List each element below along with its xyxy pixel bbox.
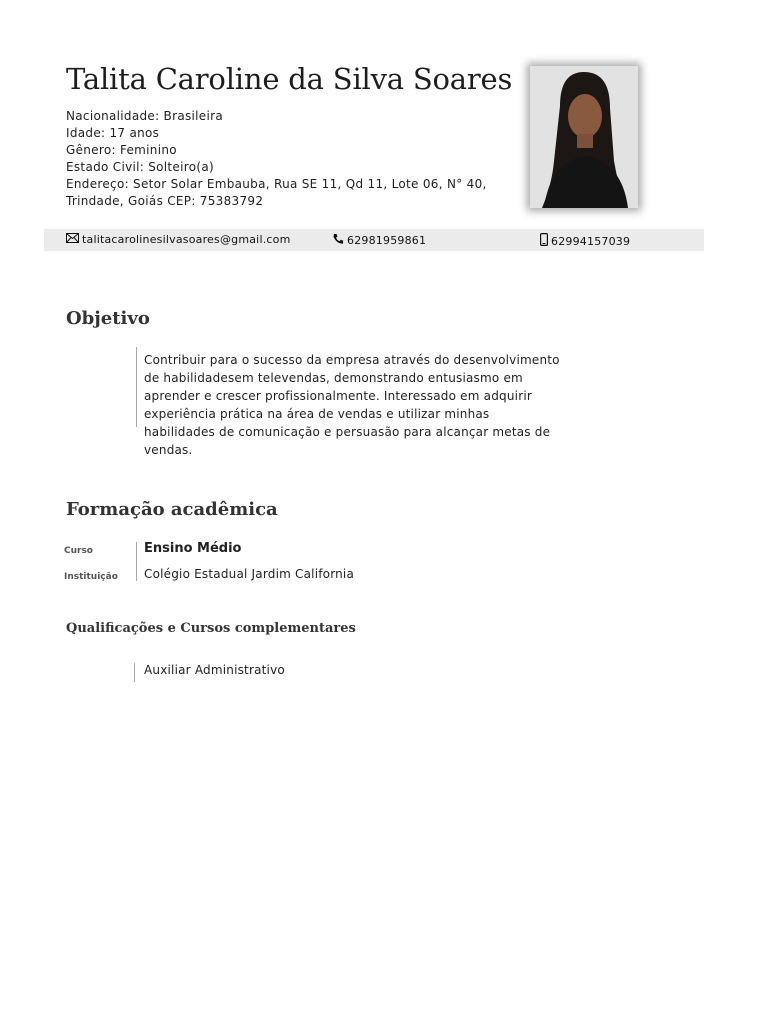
profile-photo <box>530 66 638 208</box>
address-line-2: Trindade, Goiás CEP: 75383792 <box>66 194 264 208</box>
contact-bar <box>44 229 704 251</box>
phone-text: 62981959861 <box>347 234 427 247</box>
course-name: Ensino Médio <box>144 541 242 556</box>
objective-title: Objetivo <box>66 308 150 329</box>
personal-info <box>66 108 487 210</box>
phone-contact[interactable] <box>332 233 426 248</box>
mobile-text: 62994157039 <box>551 234 631 248</box>
email-contact[interactable] <box>66 233 291 246</box>
marital-status: Estado Civil: Solteiro(a) <box>66 160 214 174</box>
course-label: Curso <box>64 546 93 556</box>
qualifications-divider <box>134 663 135 682</box>
phone-icon <box>332 233 344 248</box>
email-text: talitacarolinesilvasoares@gmail.com <box>82 233 291 246</box>
qualifications-title: Qualificações e Cursos complementares <box>66 621 356 636</box>
institution-name: Colégio Estadual Jardim California <box>144 567 355 581</box>
education-divider <box>136 542 137 581</box>
mobile-contact[interactable] <box>540 233 630 249</box>
education-title: Formação acadêmica <box>66 499 278 520</box>
institution-label: Instituição <box>64 572 118 582</box>
objective-divider <box>136 347 137 427</box>
profile-photo-illustration <box>530 66 638 208</box>
qualification-item: Auxiliar Administrativo <box>144 663 285 677</box>
address-line-1: Endereço: Setor Solar Embauba, Rua SE 11, Qd 11, Lote 06, N° 40, <box>66 177 487 191</box>
nationality: Nacionalidade: Brasileira <box>66 109 224 123</box>
envelope-icon <box>66 233 79 246</box>
candidate-name: Talita Caroline da Silva Soares <box>66 62 513 96</box>
age: Idade: 17 anos <box>66 126 160 140</box>
mobile-phone-icon <box>540 233 548 249</box>
gender: Gênero: Feminino <box>66 143 177 157</box>
objective-text: Contribuir para o sucesso da empresa através do desenvolvimento de habilidadesem televendas, demonstrando entusiasmo em aprender e crescer profissionalmente. Interessado em adquirir experiência prática na área de vendas e utilizar minhas habilidades de comunicação e persuasão para alcançar metas de vendas. <box>144 353 560 457</box>
